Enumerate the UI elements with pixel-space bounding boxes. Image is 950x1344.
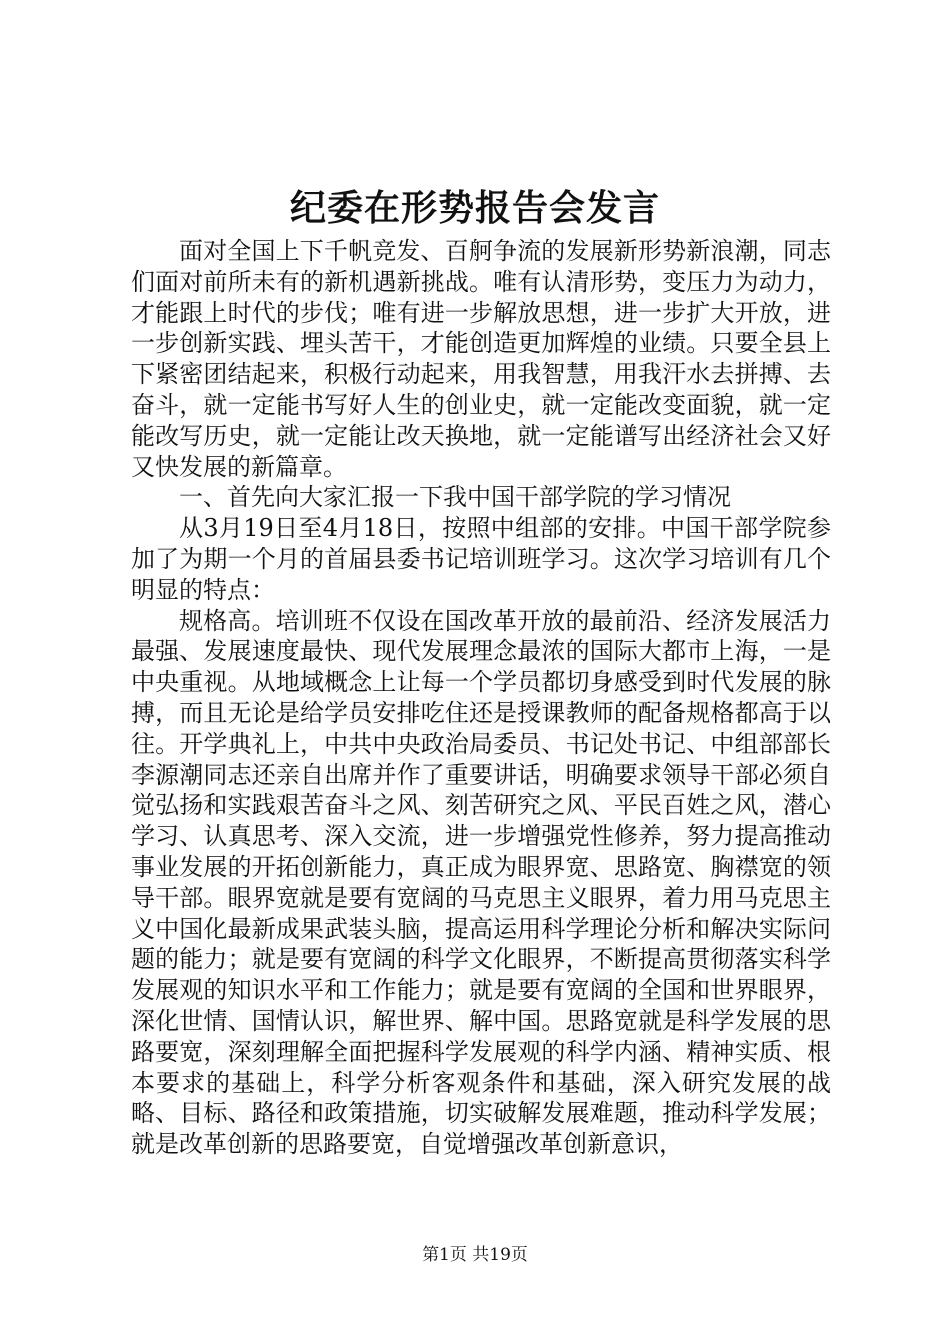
page-indicator: 第1页 共19页 (422, 1245, 528, 1265)
paragraph-high-standard: 规格高。培训班不仅设在国改革开放的最前沿、经济发展活力最强、发展速度最快、现代发展理念最浓的国际大都市上海，一是中央重视。从地域概念上让每一个学员都切身感受到时代发展的脉搏，而且无论是给学员安排吃住还是授课教师的配备规格都高于以往。开学典礼上，中共中央政治局委员、书记处书记、中组部部长李源潮同志还亲自出席并作了重要讲话，明确要求领导干部必须自觉弘扬和实践艰苦奋斗之风、刻苦研究之风、平民百姓之风，潜心学习、认真思考、深入交流，进一步增强党性修养，努力提高推动事业发展的开拓创新能力，真正成为眼界宽、思路宽、胸襟宽的领导干部。眼界宽就是要有宽阔的马克思主义眼界，着力用马克思主义中国化最新成果武装头脑，提高运用科学理论分析和解决实际问题的能力；就是要有宽阔的科学文化眼界，不断提高贯彻落实科学发展观的知识水平和工作能力；就是要有宽阔的全国和世界眼界，深化世情、国情认识，解世界、解中国。思路宽就是科学发展的思路要宽，深刻理解全面把握科学发展观的科学内涵、精神实质、根本要求的基础上，科学分析客观条件和基础，深入研究发展的战略、目标、路径和政策措施，切实破解发展难题，推动科学发展；就是改革创新的思路要宽，自觉增强改革创新意识， (131, 606, 831, 1159)
document-body (131, 236, 831, 1160)
paragraph-training-overview: 从3月19日至4月18日，按照中组部的安排。中国干部学院参加了为期一个月的首届县委书记培训班学习。这次学习培训有几个明显的特点： (131, 514, 831, 604)
section-heading: 一、首先向大家汇报一下我中国干部学院的学习情况 (179, 483, 731, 512)
document-title: 纪委在形势报告会发言 (289, 187, 660, 229)
paragraph-intro: 面对全国上下千帆竞发、百舸争流的发展新形势新浪潮，同志们面对前所未有的新机遇新挑战。唯有认清形势，变压力为动力，才能跟上时代的步伐；唯有进一步解放思想，进一步扩大开放，进一步创新实践、埋头苦干，才能创造更加辉煌的业绩。只要全县上下紧密团结起来，积极行动起来，用我智慧，用我汗水去拼搏、去奋斗，就一定能书写好人生的创业史，就一定能改变面貌，就一定能改写历史，就一定能让改天换地，就一定能谱写出经济社会又好又快发展的新篇章。 (131, 237, 831, 481)
